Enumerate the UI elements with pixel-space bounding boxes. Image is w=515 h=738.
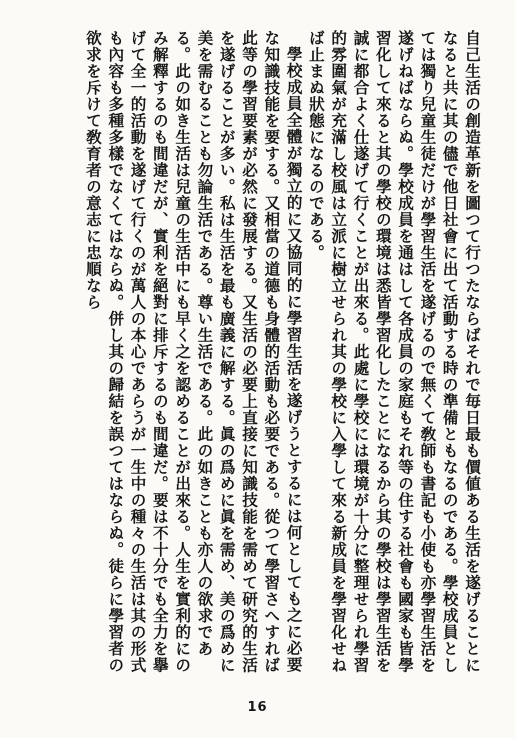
page-number: 16 <box>247 700 268 715</box>
paragraph-1: 自己生活の創造革新を圖つて行つたならばそれで毎日最も價値ある生活を遂げることになると共に其の儘で他日社會に出て活動する時の準備ともなるのである。學校成員としては獨り兒童生徒だけが學習生活を遂げるので無くて敎師も書記も小使も亦學習生活を遂げねばならぬ。學校成員を通はして各成員の家庭もそれ等の住する社會も國家も皆學習化して來ると其の學校の環境は悉皆學習化したことになるから其の學校は學習生活を誠に都合よく仕遂げて行くことが出來る。此處に學校には環境が十分に整理せられ學習的雰圍氣が充滿し校風は立派に樹立せられ其の學校に入學して來る新成員を學習化せねば止まぬ狀態になるのである。 <box>306 30 482 674</box>
vertical-text-body <box>34 30 483 682</box>
paragraph-2: 學校成員全體が獨立的に又協同的に學習生活を遂げうとするには何としても之に必要な知識技能を要する。又相當の道德も身體的活動も必要である。從つて學習さへすれば此等の學習要素が必然に發展する。又生活の必要上直接に知識技能を需めて研究的生活を遂げることが多い。私は生活を最も廣義に解する。眞の爲めに眞を需め、美の爲めに美を需むることも勿論生活である。尊い生活である。此の如きことも亦人の欲求である。此の如き生活は兒童の生活中にも早く之を認めることが出來る。人生を實利的にのみ解釋するのも間違だが、實利を絕對に排斥するのも間違だ。要は不十分でも全力を擧げて全一的活動を遂げて行くのが萬人の本心であらうが一生中の種々の生活は其の形式も內容も多種多樣でなくてはならぬ。併し其の歸結を誤つてはならぬ。徒らに學習者の欲求を斥けて敎育者の意志に忠順なら <box>83 30 304 674</box>
